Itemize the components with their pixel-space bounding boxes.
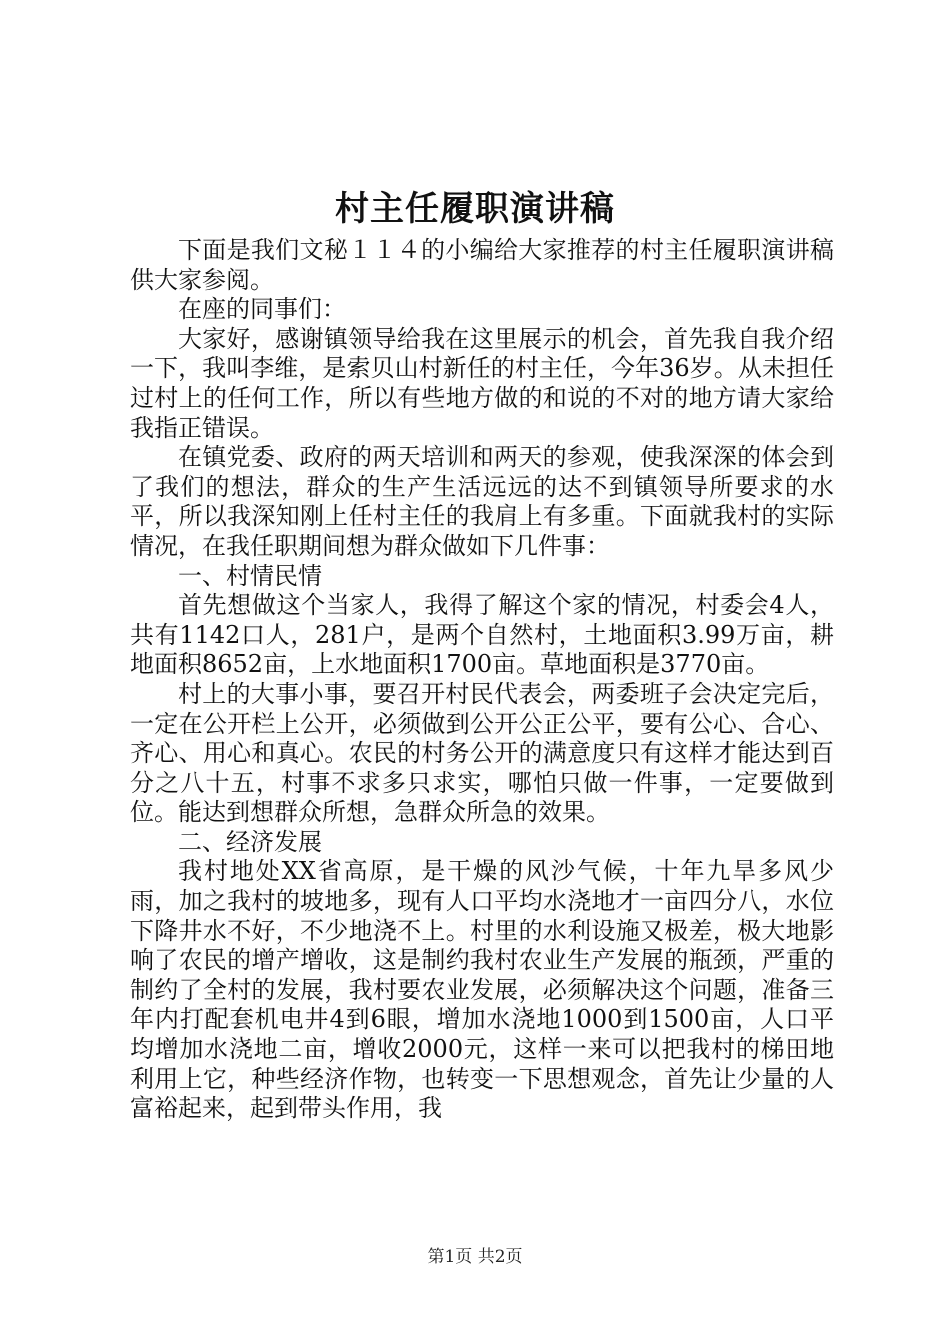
paragraph-village-affairs: 村上的大事小事，要召开村民代表会，两委班子会决定完后，一定在公开栏上公开，必须做到公开公正公平，要有公心、合心、齐心、用心和真心。农民的村务公开的满意度只有这样才能达到百分之八十五，村事不求多只求实，哪怕只做一件事，一定要做到位。能达到想群众所想，急群众所急的效果。 [130, 679, 834, 827]
paragraph-economic-plan: 我村地处XX省高原，是干燥的风沙气候，十年九旱多风少雨，加之我村的坡地多，现有人口平均水浇地才一亩四分八，水位下降井水不好，不少地浇不上。村里的水利设施又极差，极大地影响了农民的增产增收，这是制约我村农业生产发展的瓶颈，严重的制约了全村的发展，我村要农业发展，必须解决这个问题，准备三年内打配套机电井4到6眼，增加水浇地1000到1500亩，人口平均增加水浇地二亩，增收2000元，这样一来可以把我村的梯田地利用上它，种些经济作物，也转变一下思想观念，首先让少量的人富裕起来，起到带头作用，我 [130, 857, 834, 1123]
paragraph-intro: 下面是我们文秘１１４的小编给大家推荐的村主任履职演讲稿供大家参阅。 [130, 236, 834, 294]
page-number-footer: 第1页 共2页 [427, 1247, 523, 1267]
paragraph-self-introduction: 大家好，感谢镇领导给我在这里展示的机会，首先我自我介绍一下，我叫李维，是索贝山村新任的村主任，今年36岁。从未担任过村上的任何工作，所以有些地方做的和说的不对的地方请大家给我指正错误。 [130, 324, 834, 442]
section-heading-village-situation: 一、村情民情 [178, 561, 322, 590]
section-heading-economic-development: 二、经济发展 [178, 827, 322, 856]
paragraph-training: 在镇党委、政府的两天培训和两天的参观，使我深深的体会到了我们的想法，群众的生产生活远远的达不到镇领导所要求的水平，所以我深知刚上任村主任的我肩上有多重。下面就我村的实际情况，在我任职期间想为群众做如下几件事： [130, 443, 834, 560]
page-title: 村主任履职演讲稿 [335, 189, 615, 229]
paragraph-village-statistics: 首先想做这个当家人，我得了解这个家的情况，村委会4人，共有1142口人，281户，是两个自然村，土地面积3.99万亩，耕地面积8652亩，上水地面积1700亩。草地面积是3770亩。 [130, 591, 834, 679]
document-body [130, 236, 834, 1124]
paragraph-salutation: 在座的同事们： [178, 295, 346, 324]
